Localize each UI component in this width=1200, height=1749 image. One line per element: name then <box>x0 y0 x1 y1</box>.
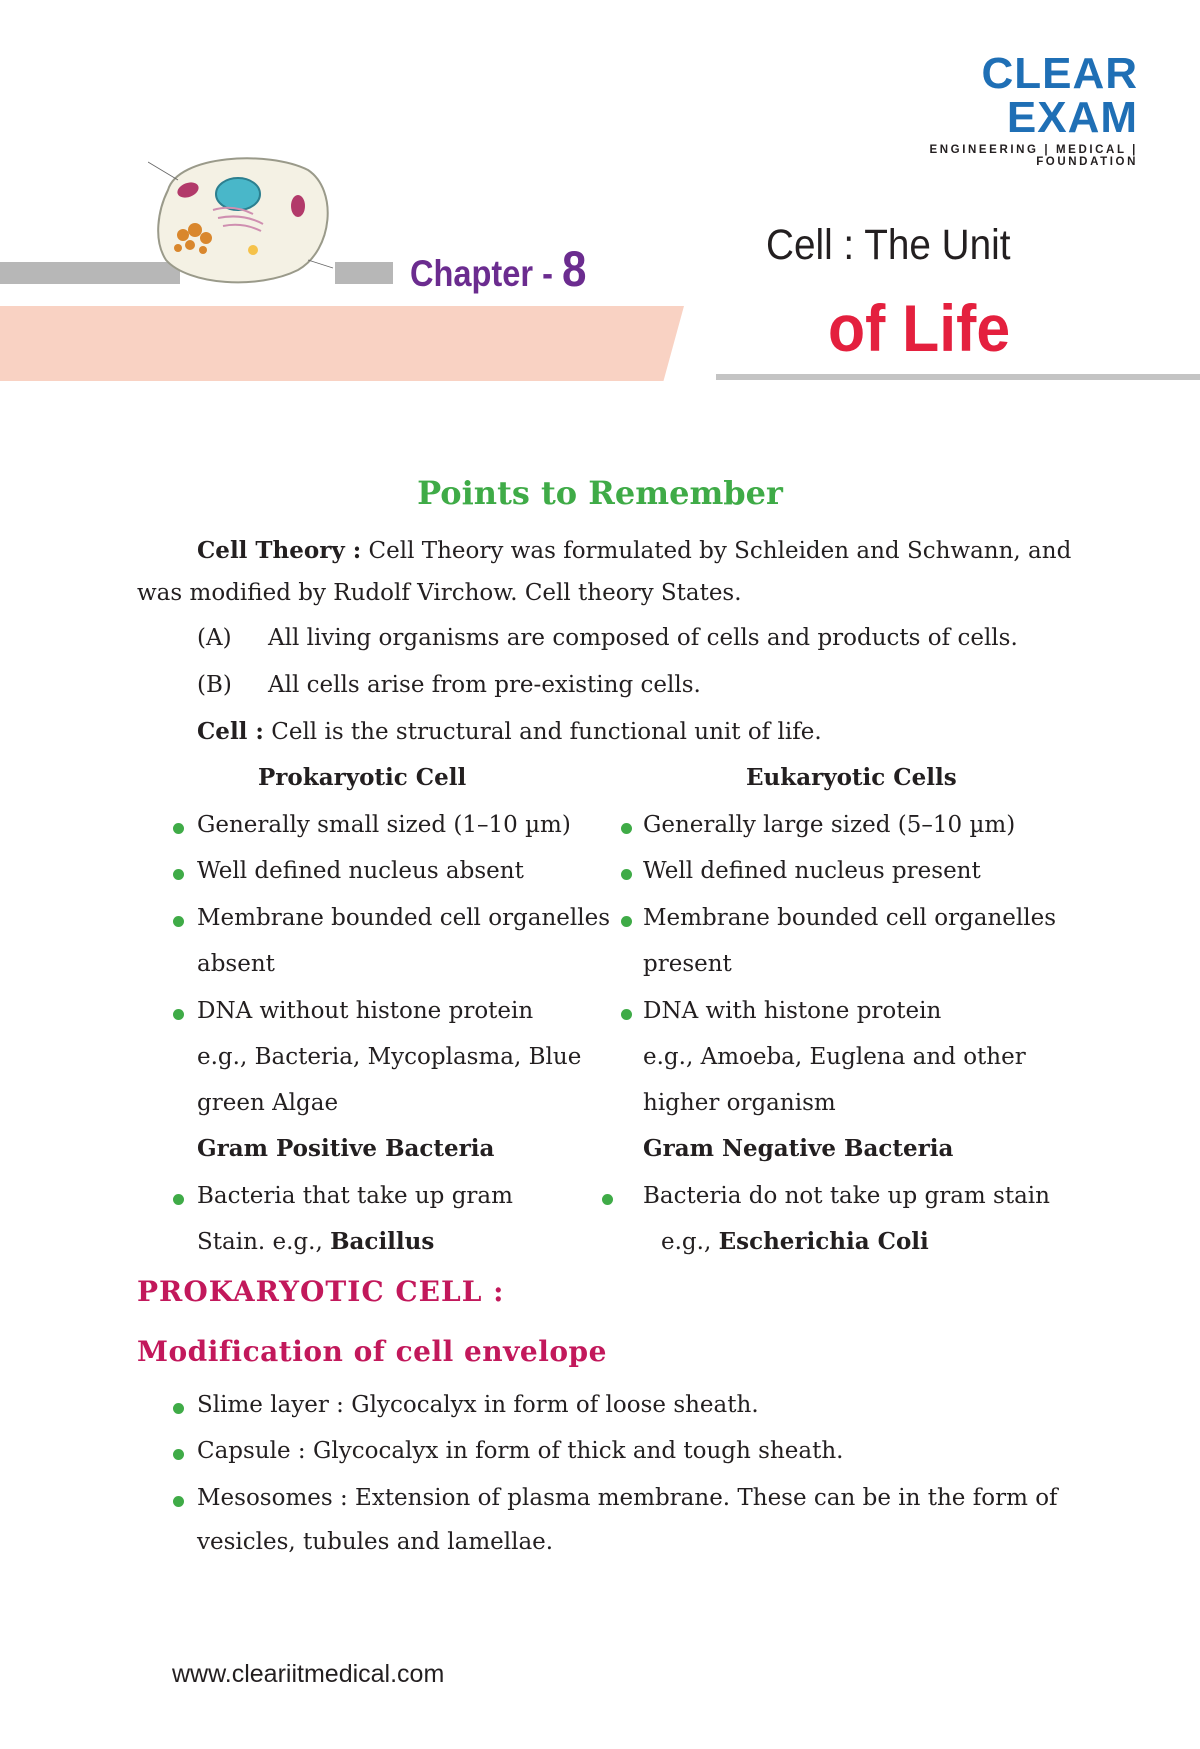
eukaryotic-point-4-line1: DNA with histone protein <box>643 998 942 1024</box>
chapter-title-line2: of Life <box>828 291 1011 365</box>
cell-theory-item-b-text: All cells arise from pre-existing cells. <box>268 672 701 698</box>
bullet-icon <box>173 1009 184 1020</box>
prokaryotic-section-heading: PROKARYOTIC CELL : <box>137 1275 505 1308</box>
chapter-number: 8 <box>561 241 587 297</box>
bullet-icon <box>621 1009 632 1020</box>
prokaryotic-point-4-line1: DNA without histone protein <box>197 998 534 1024</box>
header-grey-bar-mid <box>335 262 393 284</box>
eukaryotic-point-3-line1: Membrane bounded cell organelles <box>643 905 1057 931</box>
envelope-item-slime-layer: Slime layer : Glycocalyx in form of loose sheath. <box>197 1392 759 1418</box>
envelope-item-capsule: Capsule : Glycocalyx in form of thick and tough sheath. <box>197 1438 844 1464</box>
cell-theory-label: Cell Theory : <box>197 537 362 564</box>
eukaryotic-point-1: Generally large sized (5–10 µm) <box>643 812 1016 838</box>
bullet-icon <box>602 1194 613 1205</box>
bullet-icon <box>173 1403 184 1414</box>
footer-website-link[interactable]: www.cleariitmedical.com <box>172 1660 445 1688</box>
bullet-icon <box>173 1496 184 1507</box>
bullet-icon <box>173 916 184 927</box>
bullet-icon <box>621 916 632 927</box>
modification-heading: Modification of cell envelope <box>137 1335 607 1368</box>
cell-theory-item-a-text: All living organisms are composed of cells and products of cells. <box>268 625 1018 651</box>
bullet-icon <box>173 823 184 834</box>
chapter-label <box>410 241 587 297</box>
chapter-label-text: Chapter - <box>410 253 562 294</box>
eukaryotic-point-4-line2: e.g., Amoeba, Euglena and other <box>643 1044 1026 1070</box>
gram-positive-line2 <box>197 1227 434 1257</box>
cell-definition-label: Cell : <box>197 718 264 745</box>
cell-theory-text: Cell Theory was formulated by Schleiden and Schwann, and <box>361 538 1072 564</box>
animal-cell-diagram-icon <box>148 150 336 288</box>
gram-negative-line1: Bacteria do not take up gram stain <box>643 1183 1050 1209</box>
gram-positive-line1: Bacteria that take up gram <box>197 1183 513 1209</box>
gram-negative-example: Escherichia Coli <box>718 1228 929 1255</box>
logo-tagline: ENGINEERING | MEDICAL | FOUNDATION <box>929 144 1138 168</box>
section-heading-points: Points to Remember <box>417 474 783 512</box>
cell-theory-line1 <box>197 536 1071 566</box>
eukaryotic-point-2: Well defined nucleus present <box>643 858 981 884</box>
cell-theory-item-b-marker: (B) <box>197 672 232 698</box>
prokaryotic-point-2: Well defined nucleus absent <box>197 858 524 884</box>
eukaryotic-heading: Eukaryotic Cells <box>746 764 957 791</box>
prokaryotic-point-3-line1: Membrane bounded cell organelles <box>197 905 611 931</box>
gram-negative-example-prefix: e.g., <box>661 1229 719 1255</box>
bullet-icon <box>173 869 184 880</box>
prokaryotic-point-4-line2: e.g., Bacteria, Mycoplasma, Blue <box>197 1044 582 1070</box>
gram-negative-heading: Gram Negative Bacteria <box>643 1135 954 1162</box>
brand-logo <box>838 49 1138 168</box>
gram-positive-heading: Gram Positive Bacteria <box>197 1135 495 1162</box>
bullet-icon <box>173 1194 184 1205</box>
bullet-icon <box>621 869 632 880</box>
gram-positive-example-prefix: Stain. e.g., <box>197 1229 331 1255</box>
eukaryotic-point-4-line3: higher organism <box>643 1090 836 1116</box>
prokaryotic-point-4-line3: green Algae <box>197 1090 339 1116</box>
prokaryotic-point-3-line2: absent <box>197 951 275 977</box>
header-grey-rule <box>716 374 1200 380</box>
bullet-icon <box>173 1449 184 1460</box>
envelope-item-mesosomes-line1: Mesosomes : Extension of plasma membrane. These can be in the form of <box>197 1485 1058 1511</box>
prokaryotic-point-1: Generally small sized (1–10 µm) <box>197 812 571 838</box>
prokaryotic-heading: Prokaryotic Cell <box>258 764 467 791</box>
cell-theory-line2: was modified by Rudolf Virchow. Cell theory States. <box>137 580 742 606</box>
cell-theory-item-a-marker: (A) <box>197 625 232 651</box>
cell-definition-text: Cell is the structural and functional unit of life. <box>263 719 822 745</box>
chapter-title-line1: Cell : The Unit <box>766 221 1011 269</box>
bullet-icon <box>621 823 632 834</box>
eukaryotic-point-3-line2: present <box>643 951 732 977</box>
envelope-item-mesosomes-line2: vesicles, tubules and lamellae. <box>197 1529 554 1555</box>
header-pink-band <box>0 306 684 381</box>
logo-text: CLEAR EXAM <box>981 49 1138 142</box>
gram-negative-line2 <box>661 1227 929 1257</box>
cell-definition <box>197 717 822 747</box>
gram-positive-example: Bacillus <box>330 1228 435 1255</box>
